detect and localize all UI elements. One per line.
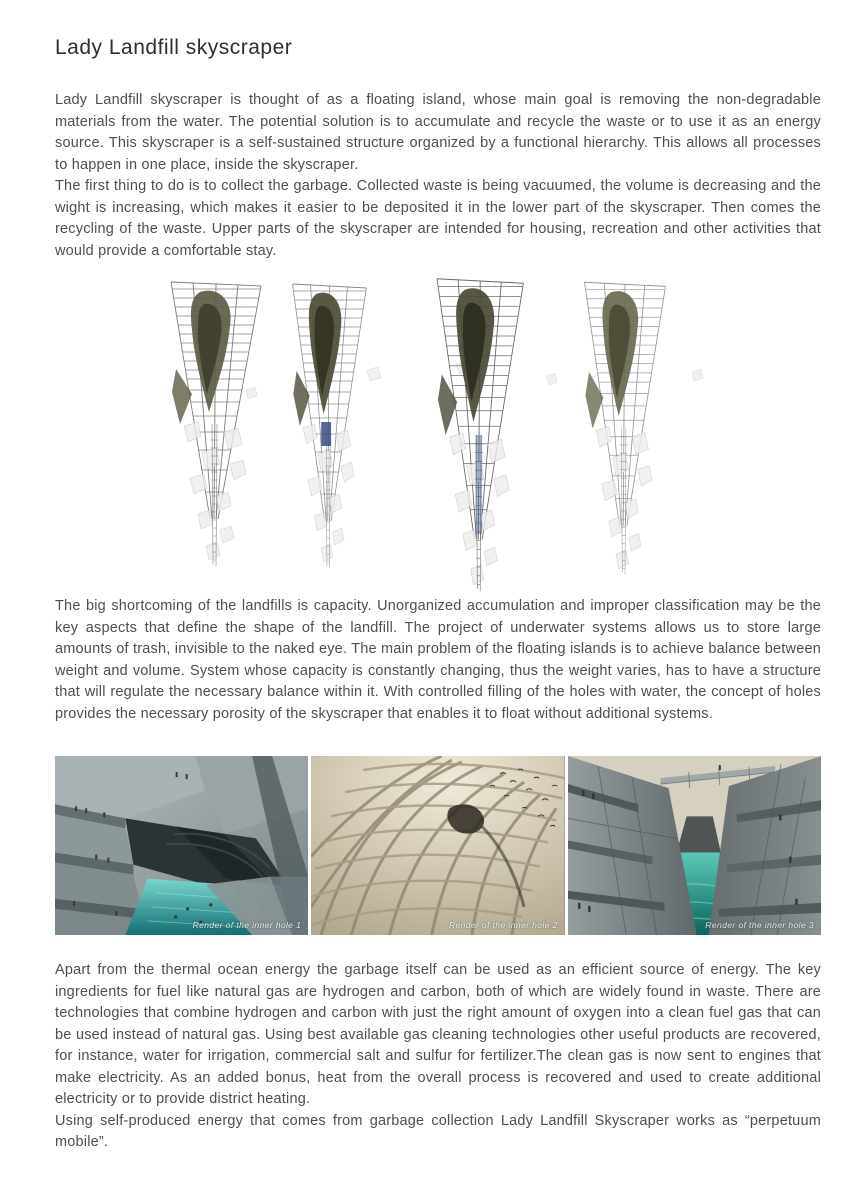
paragraph-process: The first thing to do is to collect the garbage. Collected waste is being vacuumed, the volume is decreasing and the wight is increasing, which makes it easier to be deposited it in the lower part of the skyscraper. Then comes the recycling of the waste. Upper parts of the skyscraper are intended for housing, recreation and other activities that would provide a comfortable stay. — [55, 178, 821, 259]
tower-render-2 — [293, 284, 367, 568]
canyon-water-render — [568, 756, 821, 935]
tower-renders-figure — [94, 272, 754, 592]
render-caption-3: Render of the inner hole 3 — [705, 920, 814, 930]
intro-text-block — [55, 90, 821, 262]
render-image-3 — [568, 756, 821, 935]
page-title: Lady Landfill skyscraper — [55, 36, 293, 59]
render-image-2 — [311, 756, 564, 935]
paragraph-intro: Lady Landfill skyscraper is thought of as a floating island, whose main goal is removing the non-degradable materials from the water. The potential solution is to accumulate and recycle the waste or to use it as an energy source. This skyscraper is a self-sustained structure organized by a functional hierarchy. This allows all processes to happen in one place, inside the skyscraper. — [55, 92, 821, 173]
paragraph-energy: Apart from the thermal ocean energy the garbage itself can be used as an efficient source of energy. The key ingredients for fuel like natural gas are hydrogen and carbon, both of which are widely found in waste. There are technologies that combine hydrogen and carbon with just the right amount of oxygen into a clean fuel gas that can be used instead of natural gas. Using best available gas cleaning technologies other useful products are recovered, for instance, water for irrigation, commercial salt and sulfur for fertilizer.The clean gas is now sent to engines that make electricity. As an added bonus, heat from the overall process is recovered and used to create additional electricity or to provide district heating. — [55, 962, 821, 1107]
render-caption-2: Render of the inner hole 2 — [448, 920, 558, 930]
tower-render-1 — [171, 282, 261, 566]
landfill-text-block — [55, 596, 821, 725]
tower-render-4 — [585, 282, 666, 575]
lattice-sky-render — [311, 756, 564, 935]
paragraph-landfills: The big shortcoming of the landfills is capacity. Unorganized accumulation and improper classification may be the key aspects that define the shape of the landfill. The project of underwater systems allows us to store large amounts of trash, invisible to the naked eye. The main problem of the floating islands is to achieve balance between weight and volume. System whose capacity is constantly changing, thus the weight varies, has to have a structure that will regulate the necessary balance within it. With controlled filling of the holes with water, the concept of holes provides the necessary porosity of the skyscraper that enables it to float without additional systems. — [55, 598, 821, 722]
atrium-pool-render — [55, 756, 308, 935]
energy-text-block — [55, 960, 821, 1154]
tower-render-3 — [437, 279, 523, 591]
paragraph-closing: Using self-produced energy that comes from garbage collection Lady Landfill Skyscraper works as “perpetuum mobile”. — [55, 1112, 821, 1150]
render-caption-1: Render of the inner hole 1 — [192, 920, 302, 930]
tower-renders-illustration — [94, 272, 754, 592]
render-image-1 — [55, 756, 308, 935]
inner-hole-renders-strip — [55, 756, 821, 935]
